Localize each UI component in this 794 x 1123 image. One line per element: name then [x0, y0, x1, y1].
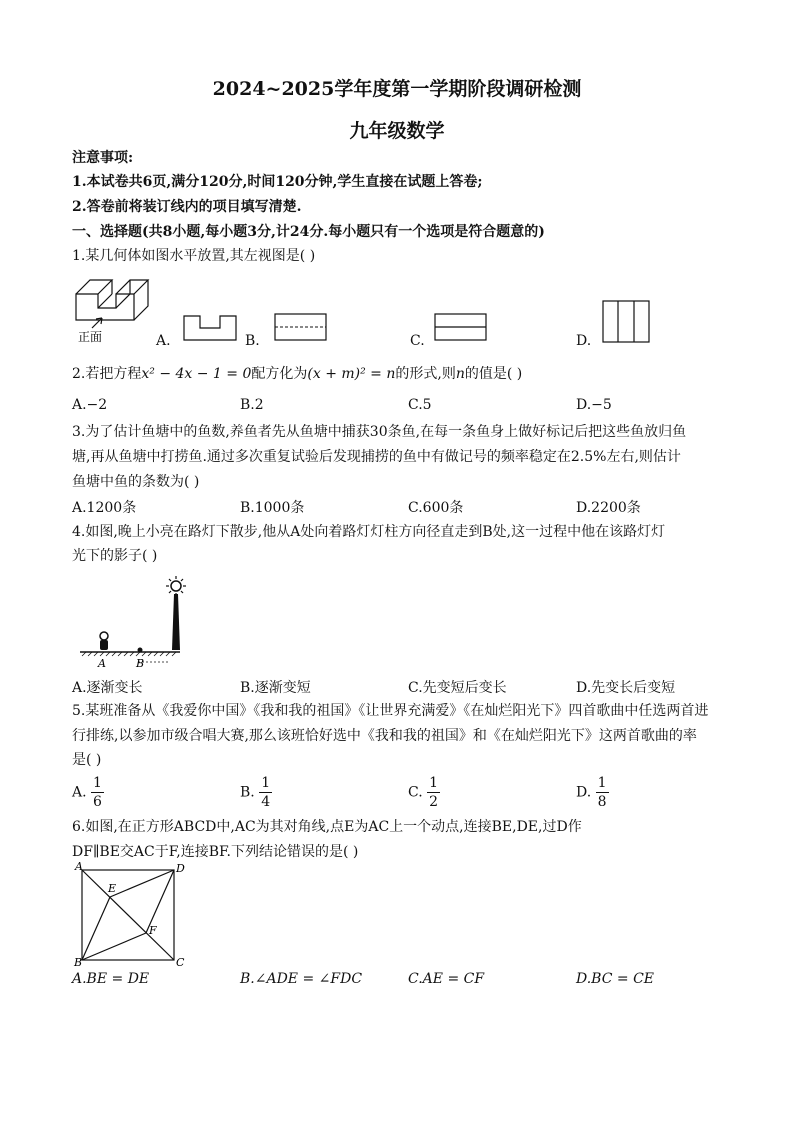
- q3-line-3: 鱼塘中鱼的条数为( ): [72, 474, 200, 490]
- q6-line-1: 6.如图,在正方形ABCD中,AC为其对角线,点E为AC上一个动点,连接BE,DE,过D作: [72, 819, 582, 835]
- q1-option-c[interactable]: C.: [410, 333, 425, 349]
- q2-var: n: [455, 366, 465, 382]
- q2-stem-mid: 配方化为: [251, 366, 308, 382]
- q4-option-d[interactable]: D.先变长后变短: [576, 680, 676, 696]
- q5-option-d[interactable]: [576, 774, 609, 811]
- q5-option-a-label: A.: [72, 784, 87, 801]
- q5-option-d-fraction: [596, 774, 609, 811]
- q3-line-2: 塘,再从鱼塘中打捞鱼.通过多次重复试验后发现捕捞的鱼中有做记号的频率稳定在2.5%左右,则估计: [72, 449, 681, 465]
- q3-option-b[interactable]: B.1000条: [240, 500, 305, 516]
- q3-option-c[interactable]: C.600条: [408, 500, 464, 516]
- q6-square-figure: [72, 860, 188, 970]
- notice-item-1: 1.本试卷共6页,满分120分,时间120分钟,学生直接在试题上答卷;: [72, 174, 483, 190]
- q5-line-1: 5.某班准备从《我爱你中国》《我和我的祖国》《让世界充满爱》《在灿烂阳光下》四首歌曲中任选两首进: [72, 703, 709, 719]
- q2-form: (x + m)² = n: [307, 366, 396, 382]
- q5-option-b-label: B.: [240, 784, 255, 801]
- q6-line-2: DF∥BE交AC于F,连接BF.下列结论错误的是( ): [72, 844, 359, 860]
- q5-option-a[interactable]: [72, 774, 104, 811]
- q1-option-d-figure: [601, 299, 651, 345]
- q5-option-b-den: 4: [261, 794, 271, 810]
- q2-equation: x² − 4x − 1 = 0: [141, 366, 252, 382]
- q6-option-c[interactable]: C.AE = CF: [408, 971, 485, 987]
- q5-option-c-den: 2: [429, 794, 439, 810]
- q1-option-c-figure: [433, 312, 489, 342]
- q2-option-a[interactable]: A.−2: [72, 397, 108, 413]
- q5-option-b[interactable]: [240, 774, 272, 811]
- q6-label-a: A: [75, 860, 83, 873]
- q4-streetlight-figure: [76, 572, 186, 670]
- q1-option-a-figure: [182, 314, 240, 342]
- q6-option-b[interactable]: B.∠ADE = ∠FDC: [240, 971, 363, 987]
- notice-item-2: 2.答卷前将装订线内的项目填写清楚.: [72, 199, 302, 215]
- q5-option-d-num: 1: [597, 775, 607, 791]
- q2-stem-end: 的值是( ): [464, 366, 523, 382]
- q5-option-a-fraction: [91, 774, 104, 811]
- q1-solid-figure: [72, 268, 154, 348]
- q6-label-b: B: [74, 956, 83, 969]
- q4-point-b-label: B: [136, 657, 145, 670]
- q2-stem: [72, 364, 522, 384]
- q5-option-d-label: D.: [576, 784, 592, 801]
- q2-option-c[interactable]: C.5: [408, 397, 432, 413]
- q5-option-a-den: 6: [93, 794, 102, 810]
- q5-option-c-label: C.: [408, 784, 423, 801]
- q5-option-d-den: 8: [597, 794, 607, 810]
- q2-option-b[interactable]: B.2: [240, 397, 264, 413]
- q1-option-b-figure: [273, 312, 329, 342]
- q5-line-2: 行排练,以参加市级合唱大赛,那么该班恰好选中《我和我的祖国》和《在灿烂阳光下》这两首歌曲的率: [72, 728, 697, 744]
- q4-option-c[interactable]: C.先变短后变长: [408, 680, 507, 696]
- q5-option-c[interactable]: [408, 774, 440, 811]
- q4-point-a-label: A: [98, 657, 106, 670]
- q5-line-3: 是( ): [72, 752, 102, 768]
- q4-option-a[interactable]: A.逐渐变长: [72, 680, 143, 696]
- q1-option-d[interactable]: D.: [576, 333, 592, 349]
- q5-option-b-fraction: [259, 774, 272, 811]
- q3-line-1: 3.为了估计鱼塘中的鱼数,养鱼者先从鱼塘中捕获30条鱼,在每一条鱼身上做好标记后把这些鱼放归鱼: [72, 424, 687, 440]
- q3-option-d[interactable]: D.2200条: [576, 500, 641, 516]
- q1-option-a[interactable]: A.: [156, 333, 171, 349]
- q5-option-c-fraction: [427, 774, 440, 811]
- q4-line-2: 光下的影子( ): [72, 548, 158, 564]
- q6-option-a[interactable]: A.BE = DE: [72, 971, 150, 987]
- q6-label-d: D: [176, 862, 185, 875]
- exam-subtitle: 九年级数学: [349, 120, 445, 142]
- q1-front-label: 正面: [78, 330, 103, 344]
- q5-option-b-num: 1: [261, 775, 271, 791]
- q6-label-f: F: [149, 924, 157, 937]
- q2-option-d[interactable]: D.−5: [576, 397, 612, 413]
- q4-option-b[interactable]: B.逐渐变短: [240, 680, 311, 696]
- q6-label-e: E: [108, 882, 117, 895]
- q6-label-c: C: [176, 956, 185, 969]
- q2-stem-pre: 2.若把方程: [72, 366, 142, 382]
- q2-stem-post: 的形式,则: [395, 366, 456, 382]
- q1-option-b[interactable]: B.: [245, 333, 260, 349]
- section-heading: 一、选择题(共8小题,每小题3分,计24分.每小题只有一个选项是符合题意的): [72, 224, 545, 240]
- q4-line-1: 4.如图,晚上小亮在路灯下散步,他从A处向着路灯灯柱方向径直走到B处,这一过程中他在该路灯灯: [72, 524, 666, 540]
- q3-option-a[interactable]: A.1200条: [72, 500, 137, 516]
- q5-option-c-num: 1: [429, 775, 439, 791]
- notice-heading: 注意事项:: [72, 150, 134, 166]
- q6-option-d[interactable]: D.BC = CE: [576, 971, 654, 987]
- q1-stem: 1.某几何体如图水平放置,其左视图是( ): [72, 248, 316, 264]
- q5-option-a-num: 1: [93, 775, 102, 791]
- exam-title: 2024~2025学年度第一学期阶段调研检测: [212, 78, 582, 100]
